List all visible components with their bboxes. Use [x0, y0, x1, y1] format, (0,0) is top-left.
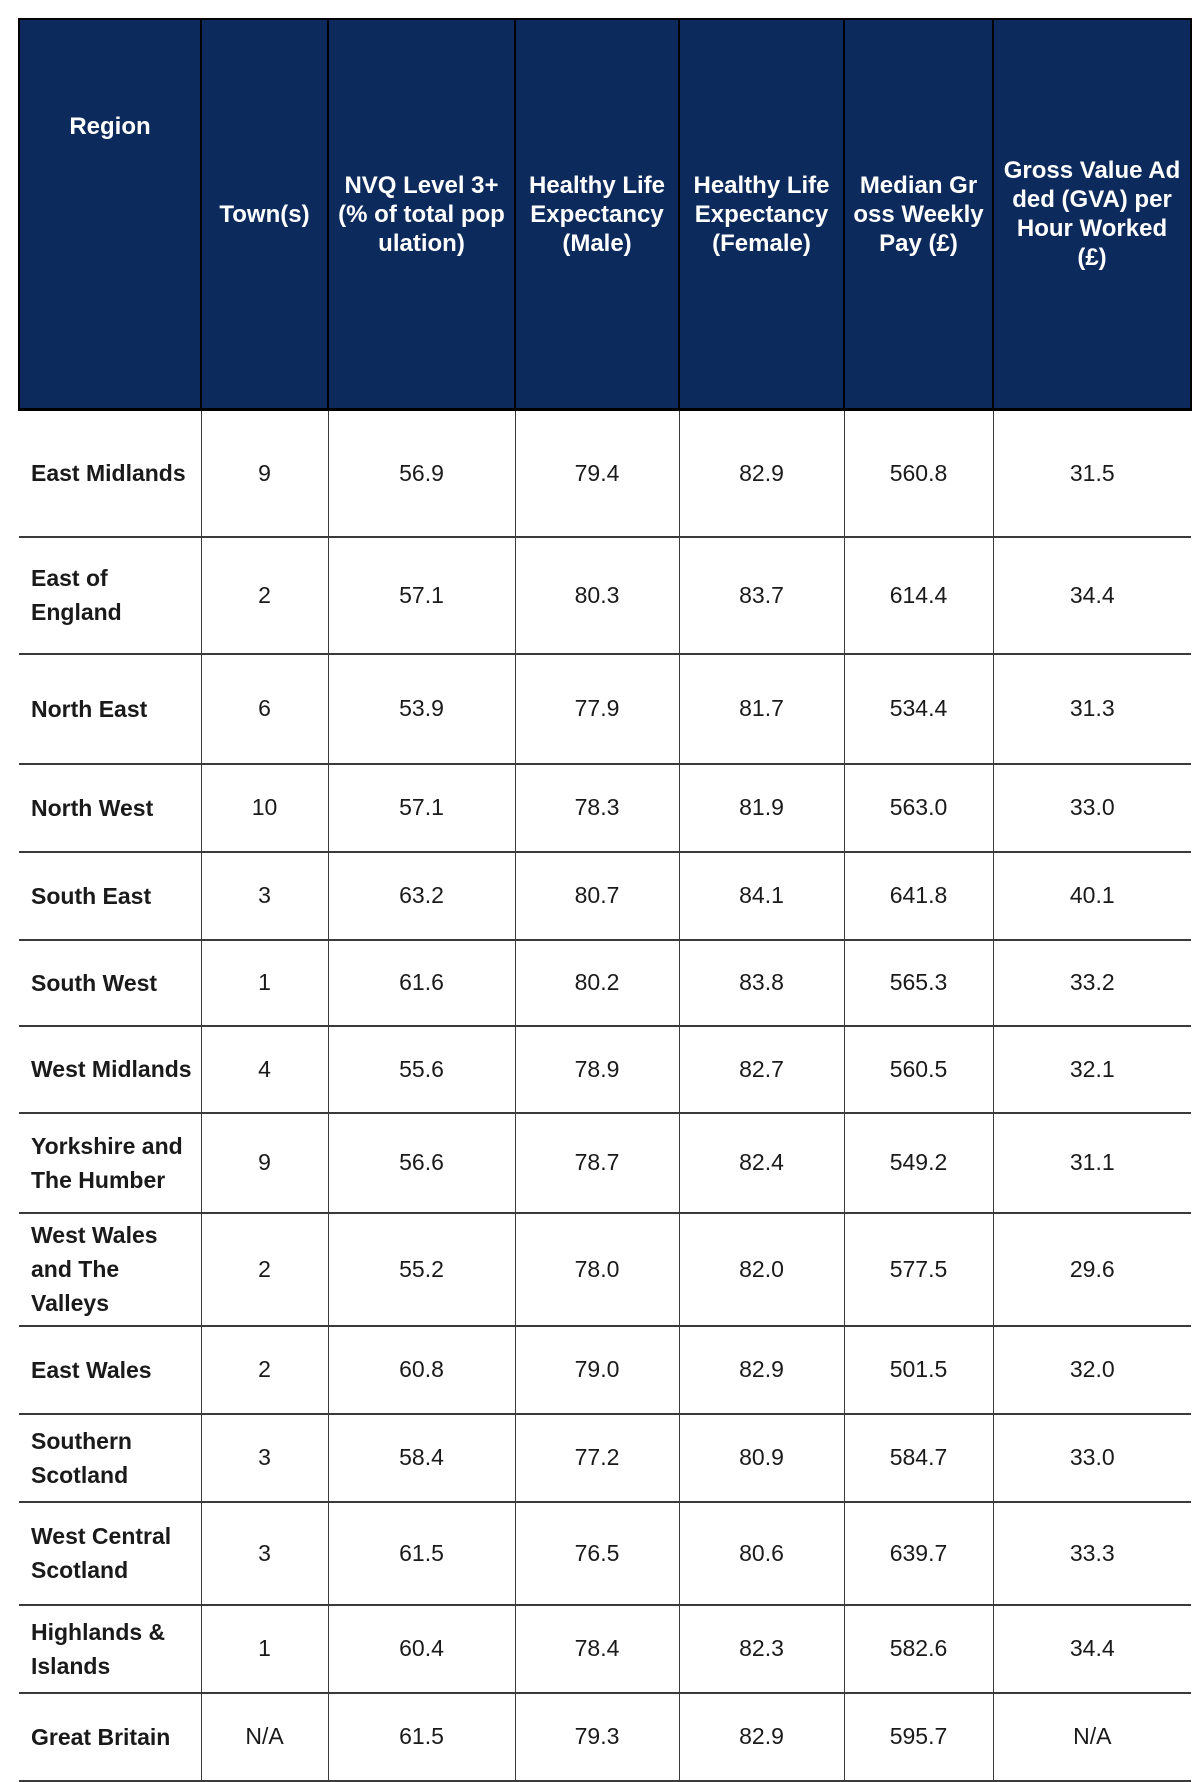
cell-gva-per-hour: N/A: [993, 1693, 1191, 1781]
cell-gva-per-hour: 33.2: [993, 940, 1191, 1026]
cell-nvq-level: 60.8: [328, 1326, 515, 1414]
cell-gva-per-hour: 34.4: [993, 1605, 1191, 1693]
table-row: [19, 1414, 1191, 1502]
cell-region: Southern Scotland: [19, 1414, 201, 1502]
cell-life-expectancy-female: 82.7: [679, 1026, 844, 1113]
cell-life-expectancy-male: 78.4: [515, 1605, 679, 1693]
cell-region: East of England: [19, 537, 201, 654]
cell-gva-per-hour: 32.0: [993, 1326, 1191, 1414]
cell-median-weekly-pay: 563.0: [844, 764, 993, 852]
cell-towns: 1: [201, 940, 328, 1026]
cell-nvq-level: 61.5: [328, 1502, 515, 1605]
table-header: [19, 19, 1191, 410]
cell-life-expectancy-male: 79.4: [515, 410, 679, 537]
cell-region: South East: [19, 852, 201, 940]
cell-life-expectancy-male: 80.3: [515, 537, 679, 654]
cell-gva-per-hour: 32.1: [993, 1026, 1191, 1113]
cell-nvq-level: 58.4: [328, 1414, 515, 1502]
cell-life-expectancy-male: 78.7: [515, 1113, 679, 1213]
cell-median-weekly-pay: 614.4: [844, 537, 993, 654]
table-row: [19, 1026, 1191, 1113]
header-towns: Town(​s): [201, 19, 328, 410]
table-row: [19, 764, 1191, 852]
header-region: Region: [19, 19, 201, 410]
cell-nvq-level: 55.2: [328, 1213, 515, 1326]
cell-gva-per-hour: 33.0: [993, 764, 1191, 852]
cell-region: North West: [19, 764, 201, 852]
cell-towns: 1: [201, 1605, 328, 1693]
header-life-expectancy-female: Healthy Life Expectan​cy (Female): [679, 19, 844, 410]
cell-nvq-level: 57.1: [328, 764, 515, 852]
cell-nvq-level: 55.6: [328, 1026, 515, 1113]
cell-towns: 2: [201, 1326, 328, 1414]
cell-gva-per-hour: 34.4: [993, 537, 1191, 654]
cell-nvq-level: 63.2: [328, 852, 515, 940]
cell-region: West Wales and The Valleys: [19, 1213, 201, 1326]
header-median-weekly-pay: Median Gross Weekly Pay (£): [844, 19, 993, 410]
cell-life-expectancy-female: 81.7: [679, 654, 844, 764]
cell-region: North East: [19, 654, 201, 764]
cell-nvq-level: 61.5: [328, 1693, 515, 1781]
cell-gva-per-hour: 33.0: [993, 1414, 1191, 1502]
table-row: [19, 1213, 1191, 1326]
cell-median-weekly-pay: 584.7: [844, 1414, 993, 1502]
cell-life-expectancy-female: 84.1: [679, 852, 844, 940]
cell-life-expectancy-female: 82.3: [679, 1605, 844, 1693]
table-row: [19, 1113, 1191, 1213]
table-row: [19, 852, 1191, 940]
cell-median-weekly-pay: 582.6: [844, 1605, 993, 1693]
cell-towns: 2: [201, 1213, 328, 1326]
header-row: [19, 19, 1191, 410]
header-nvq-level: NVQ Level 3+ (% of total popul​ation): [328, 19, 515, 410]
cell-towns: 3: [201, 1414, 328, 1502]
cell-life-expectancy-female: 82.9: [679, 1693, 844, 1781]
cell-life-expectancy-female: 82.9: [679, 1326, 844, 1414]
cell-life-expectancy-male: 80.7: [515, 852, 679, 940]
cell-life-expectancy-female: 82.0: [679, 1213, 844, 1326]
cell-median-weekly-pay: 560.8: [844, 410, 993, 537]
cell-life-expectancy-male: 78.9: [515, 1026, 679, 1113]
cell-region: East Wales: [19, 1326, 201, 1414]
cell-nvq-level: 61.6: [328, 940, 515, 1026]
cell-median-weekly-pay: 639.7: [844, 1502, 993, 1605]
header-gva-per-hour: Gross Value Added (GVA) per Hour Worked (£): [993, 19, 1191, 410]
cell-median-weekly-pay: 565.3: [844, 940, 993, 1026]
cell-life-expectancy-male: 77.9: [515, 654, 679, 764]
table-row: [19, 1502, 1191, 1605]
cell-life-expectancy-male: 79.0: [515, 1326, 679, 1414]
cell-life-expectancy-female: 83.7: [679, 537, 844, 654]
cell-gva-per-hour: 29.6: [993, 1213, 1191, 1326]
cell-region: West Central Scotland: [19, 1502, 201, 1605]
cell-median-weekly-pay: 549.2: [844, 1113, 993, 1213]
cell-median-weekly-pay: 534.4: [844, 654, 993, 764]
cell-towns: 9: [201, 410, 328, 537]
cell-median-weekly-pay: 560.5: [844, 1026, 993, 1113]
cell-life-expectancy-male: 80.2: [515, 940, 679, 1026]
cell-median-weekly-pay: 501.5: [844, 1326, 993, 1414]
cell-life-expectancy-female: 83.8: [679, 940, 844, 1026]
table-row: [19, 1605, 1191, 1693]
cell-nvq-level: 53.9: [328, 654, 515, 764]
cell-life-expectancy-female: 80.9: [679, 1414, 844, 1502]
cell-towns: 3: [201, 852, 328, 940]
cell-towns: 10: [201, 764, 328, 852]
cell-life-expectancy-male: 76.5: [515, 1502, 679, 1605]
table-row: [19, 1326, 1191, 1414]
region-statistics-table: [18, 18, 1192, 1782]
cell-life-expectancy-female: 82.4: [679, 1113, 844, 1213]
cell-gva-per-hour: 31.3: [993, 654, 1191, 764]
cell-nvq-level: 57.1: [328, 537, 515, 654]
cell-towns: 3: [201, 1502, 328, 1605]
cell-nvq-level: 60.4: [328, 1605, 515, 1693]
table-row: [19, 940, 1191, 1026]
cell-life-expectancy-female: 81.9: [679, 764, 844, 852]
cell-towns: N/A: [201, 1693, 328, 1781]
cell-life-expectancy-male: 78.3: [515, 764, 679, 852]
cell-towns: 2: [201, 537, 328, 654]
cell-region: East Midlands: [19, 410, 201, 537]
cell-life-expectancy-male: 78.0: [515, 1213, 679, 1326]
cell-region: Great Britain: [19, 1693, 201, 1781]
cell-median-weekly-pay: 577.5: [844, 1213, 993, 1326]
cell-towns: 9: [201, 1113, 328, 1213]
cell-region: West Midlands: [19, 1026, 201, 1113]
cell-life-expectancy-female: 82.9: [679, 410, 844, 537]
cell-region: Highlands & Islands: [19, 1605, 201, 1693]
cell-life-expectancy-male: 77.2: [515, 1414, 679, 1502]
cell-gva-per-hour: 33.3: [993, 1502, 1191, 1605]
cell-region: Yorkshire and The Humber: [19, 1113, 201, 1213]
cell-median-weekly-pay: 641.8: [844, 852, 993, 940]
cell-median-weekly-pay: 595.7: [844, 1693, 993, 1781]
table-row: [19, 537, 1191, 654]
cell-nvq-level: 56.6: [328, 1113, 515, 1213]
cell-gva-per-hour: 31.1: [993, 1113, 1191, 1213]
cell-life-expectancy-male: 79.3: [515, 1693, 679, 1781]
table-row: [19, 410, 1191, 537]
cell-towns: 4: [201, 1026, 328, 1113]
cell-region: South West: [19, 940, 201, 1026]
cell-life-expectancy-female: 80.6: [679, 1502, 844, 1605]
cell-towns: 6: [201, 654, 328, 764]
table-row: [19, 1693, 1191, 1781]
header-life-expectancy-male: Healthy Life Expectan​cy (Male): [515, 19, 679, 410]
table-body: [19, 410, 1191, 1781]
cell-gva-per-hour: 31.5: [993, 410, 1191, 537]
cell-gva-per-hour: 40.1: [993, 852, 1191, 940]
table-row: [19, 654, 1191, 764]
cell-nvq-level: 56.9: [328, 410, 515, 537]
